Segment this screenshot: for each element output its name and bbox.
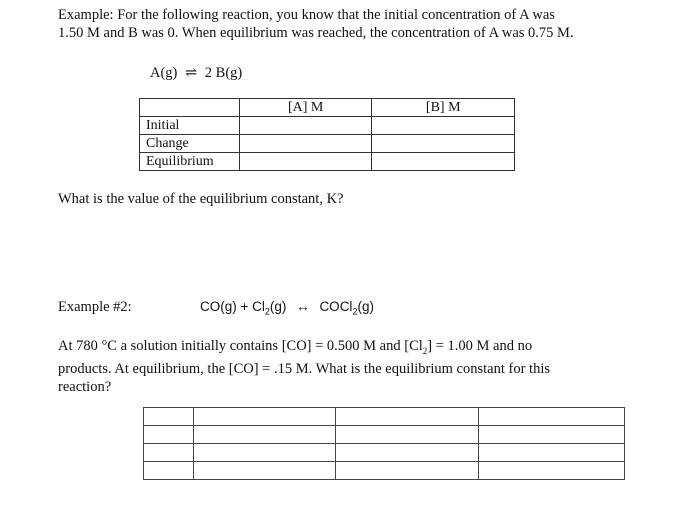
column-header-b: [B] M <box>372 99 515 117</box>
row-label-initial: Initial <box>140 117 240 135</box>
example1-question: What is the value of the equilibrium constant, K? <box>58 191 344 207</box>
ice-table-2 <box>143 407 625 480</box>
table2-cell <box>193 408 335 426</box>
table-corner-cell <box>140 99 240 117</box>
reaction1-left: A(g) <box>150 65 178 81</box>
ice-table-1 <box>139 98 515 171</box>
table2-cell <box>144 462 194 480</box>
example1-line1: Example: For the following reaction, you know that the initial concentration of A was <box>58 7 555 23</box>
table2-cell <box>479 426 625 444</box>
table2-cell <box>479 408 625 426</box>
table2-cell <box>479 444 625 462</box>
table2-cell <box>479 462 625 480</box>
cell-initial-a <box>239 117 372 135</box>
column-header-a: [A] M <box>239 99 372 117</box>
reaction-1 <box>150 64 242 82</box>
row-label-change: Change <box>140 135 240 153</box>
table2-cell <box>335 444 479 462</box>
example2-line1 <box>58 337 550 360</box>
row-label-equilibrium: Equilibrium <box>140 153 240 171</box>
cell-equilibrium-b <box>372 153 515 171</box>
table2-cell <box>335 462 479 480</box>
table2-row-4 <box>144 462 625 480</box>
double-arrow-icon: ↔ <box>296 299 310 314</box>
reaction-2 <box>200 298 374 321</box>
example2-line1-b: ] = 1.00 M and no <box>427 338 533 354</box>
example2-line3: reaction? <box>58 378 112 395</box>
example2-line2: products. At equilibrium, the [CO] = .15 M. What is the equilibrium constant for this <box>58 360 550 377</box>
example2-text <box>58 337 550 396</box>
table-header-row <box>140 99 515 117</box>
table2-cell <box>193 444 335 462</box>
table2-cell <box>193 462 335 480</box>
example2-label: Example #2: <box>58 299 132 315</box>
reaction2-sub1: 2 <box>264 306 270 317</box>
reaction2-right: COCl <box>319 299 353 314</box>
example1-line2: 1.50 M and B was 0. When equilibrium was reached, the concentration of A was 0.75 M. <box>58 25 574 41</box>
table2-cell <box>335 408 479 426</box>
cell-initial-b <box>372 117 515 135</box>
reaction2-end: (g) <box>357 299 374 314</box>
cell-change-b <box>372 135 515 153</box>
example2-line1-a: At 780 °C a solution initially contains [CO] = 0.500 M and [Cl <box>58 338 423 354</box>
table2-cell <box>144 408 194 426</box>
table2-cell <box>193 426 335 444</box>
table2-row-1 <box>144 408 625 426</box>
reaction1-right: 2 B(g) <box>204 65 243 81</box>
cell-equilibrium-a <box>239 153 372 171</box>
reaction2-sub2: 2 <box>352 306 358 317</box>
equilibrium-arrow-icon: ⇌ <box>185 65 198 81</box>
table2-cell <box>144 444 194 462</box>
table2-row-2 <box>144 426 625 444</box>
table-row-change <box>140 135 515 153</box>
table2-cell <box>335 426 479 444</box>
cell-change-a <box>239 135 372 153</box>
table2-row-3 <box>144 444 625 462</box>
example2-line1-sub: 2 <box>422 345 428 356</box>
example1-intro <box>58 6 574 42</box>
reaction2-left: CO(g) + Cl <box>200 299 265 314</box>
table-row-equilibrium <box>140 153 515 171</box>
table2-cell <box>144 426 194 444</box>
table-row-initial <box>140 117 515 135</box>
reaction2-mid: (g) <box>269 299 287 314</box>
